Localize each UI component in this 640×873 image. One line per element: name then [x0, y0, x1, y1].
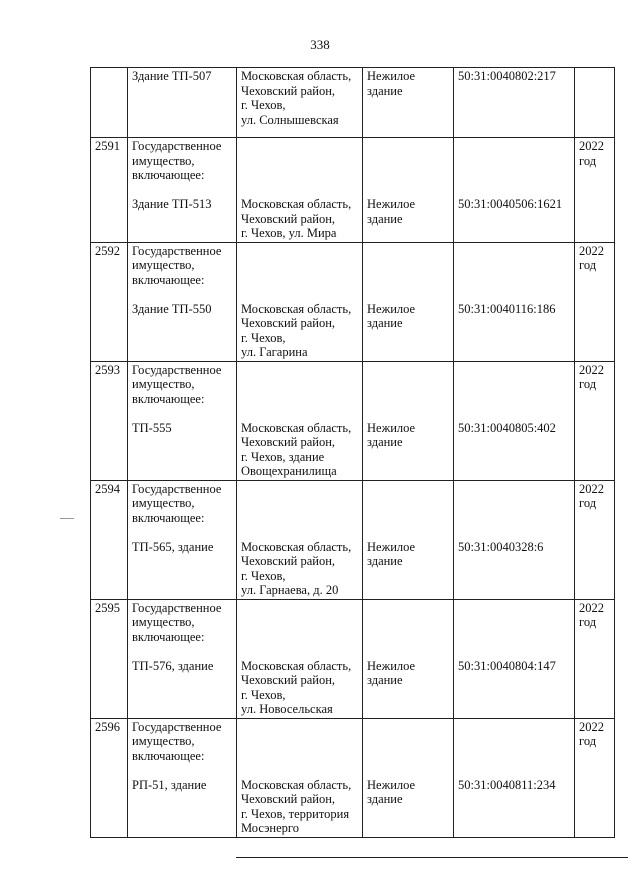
bottom-rule — [236, 857, 628, 858]
object-name: ТП-565, здание — [132, 539, 214, 554]
object-type-cell — [363, 480, 454, 599]
object-name: Здание ТП-513 — [132, 197, 212, 211]
address: Московская область, Чеховский район, г. Чехов, ул. Солнышевская — [241, 69, 352, 127]
cadastral-number-cell — [454, 242, 575, 361]
cadastral-number: 50:31:0040116:186 — [458, 301, 556, 316]
object-name-cell — [128, 138, 237, 243]
cadastral-number: 50:31:0040328:6 — [458, 539, 544, 554]
year: 2022 год — [579, 600, 604, 629]
object-type: Нежилое здание — [367, 69, 416, 98]
row-number-cell — [91, 718, 128, 837]
address-cell — [237, 361, 363, 480]
group-header: Государственное имущество, включающее: — [132, 362, 222, 406]
row-number-cell — [91, 242, 128, 361]
group-header: Государственное имущество, включающее: — [132, 719, 222, 763]
group-header: Государственное имущество, включающее: — [132, 139, 222, 182]
address-cell — [237, 242, 363, 361]
row-number: 2596 — [95, 719, 120, 734]
table-row — [91, 242, 615, 361]
year: 2022 год — [579, 139, 604, 168]
address-cell — [237, 599, 363, 718]
object-name: Здание ТП-550 — [132, 301, 212, 316]
row-number: 2595 — [95, 600, 120, 615]
object-type-cell — [363, 68, 454, 138]
year-cell — [575, 242, 615, 361]
property-registry-table — [90, 67, 615, 838]
year-cell — [575, 138, 615, 243]
address: Московская область, Чеховский район, г. Чехов, территория Мосэнерго — [241, 777, 352, 835]
object-name-cell — [128, 242, 237, 361]
object-type: Нежилое здание — [367, 420, 416, 449]
year: 2022 год — [579, 719, 604, 748]
year: 2022 год — [579, 362, 604, 391]
object-type-cell — [363, 138, 454, 243]
cadastral-number-cell — [454, 718, 575, 837]
page-number: 338 — [310, 37, 330, 52]
address-cell — [237, 718, 363, 837]
address-cell — [237, 138, 363, 243]
row-number-cell — [91, 599, 128, 718]
address: Московская область, Чеховский район, г. Чехов, здание Овощехранилища — [241, 420, 352, 478]
year-cell — [575, 361, 615, 480]
object-name-cell — [128, 718, 237, 837]
cadastral-number: 50:31:0040804:147 — [458, 658, 556, 673]
table-row — [91, 68, 615, 138]
object-name-cell — [128, 480, 237, 599]
row-number-cell — [91, 361, 128, 480]
object-name: РП-51, здание — [132, 777, 207, 792]
year-cell — [575, 68, 615, 138]
year: 2022 год — [579, 243, 604, 272]
table-row — [91, 599, 615, 718]
year-cell — [575, 718, 615, 837]
year-cell — [575, 599, 615, 718]
object-type: Нежилое здание — [367, 197, 416, 226]
row-number: 2594 — [95, 481, 120, 496]
table-row — [91, 361, 615, 480]
cadastral-number: 50:31:0040802:217 — [458, 69, 556, 83]
object-type-cell — [363, 718, 454, 837]
margin-mark — [60, 518, 74, 519]
object-type-cell — [363, 242, 454, 361]
object-type-cell — [363, 361, 454, 480]
cadastral-number-cell — [454, 599, 575, 718]
row-number-cell — [91, 138, 128, 243]
cadastral-number: 50:31:0040805:402 — [458, 420, 556, 435]
year: 2022 год — [579, 481, 604, 510]
object-name: ТП-555 — [132, 420, 172, 435]
table-row — [91, 138, 615, 243]
address: Московская область, Чеховский район, г. Чехов, ул. Мира — [241, 197, 352, 240]
object-name-cell — [128, 599, 237, 718]
group-header: Государственное имущество, включающее: — [132, 481, 222, 525]
object-type: Нежилое здание — [367, 539, 416, 568]
address: Московская область, Чеховский район, г. Чехов, ул. Гарнаева, д. 20 — [241, 539, 352, 597]
cadastral-number: 50:31:0040811:234 — [458, 777, 556, 792]
cadastral-number-cell — [454, 480, 575, 599]
address: Московская область, Чеховский район, г. Чехов, ул. Гагарина — [241, 301, 352, 359]
table-row — [91, 480, 615, 599]
registry-body — [91, 68, 615, 838]
row-number: 2593 — [95, 362, 120, 377]
row-number: 2591 — [95, 139, 120, 153]
row-number: 2592 — [95, 243, 120, 258]
cadastral-number-cell — [454, 68, 575, 138]
address: Московская область, Чеховский район, г. Чехов, ул. Новосельская — [241, 658, 352, 716]
cadastral-number-cell — [454, 138, 575, 243]
object-name: ТП-576, здание — [132, 658, 214, 673]
table-row — [91, 718, 615, 837]
object-type: Нежилое здание — [367, 301, 416, 330]
year-cell — [575, 480, 615, 599]
object-type: Нежилое здание — [367, 658, 416, 687]
object-name-cell — [128, 361, 237, 480]
address-cell — [237, 480, 363, 599]
cadastral-number: 50:31:0040506:1621 — [458, 197, 563, 211]
row-number-cell — [91, 480, 128, 599]
object-type: Нежилое здание — [367, 777, 416, 806]
group-header: Государственное имущество, включающее: — [132, 600, 222, 644]
object-type-cell — [363, 599, 454, 718]
object-name: Здание ТП-507 — [132, 69, 212, 83]
address-cell — [237, 68, 363, 138]
group-header: Государственное имущество, включающее: — [132, 243, 222, 287]
cadastral-number-cell — [454, 361, 575, 480]
row-number-cell — [91, 68, 128, 138]
object-name-cell — [128, 68, 237, 138]
